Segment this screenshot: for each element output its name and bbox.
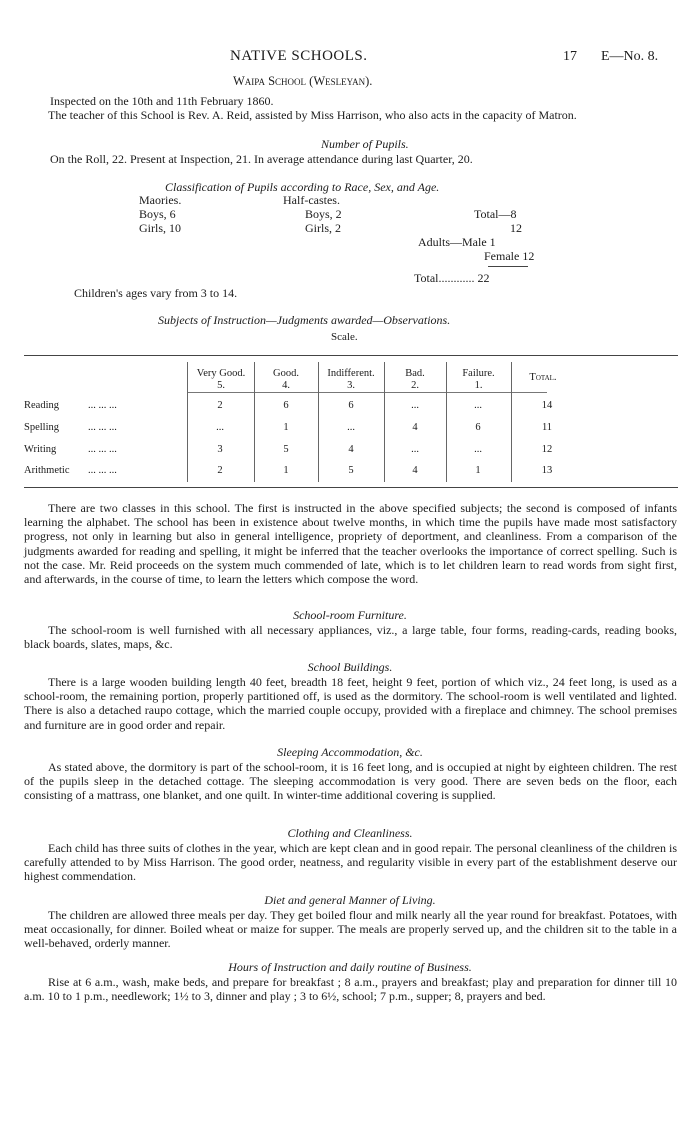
row-subject: Reading <box>24 400 59 411</box>
pupils-heading: Number of Pupils. <box>321 137 409 151</box>
col-header-bad: Bad. 2. <box>405 368 425 391</box>
maories-boys: Boys, 6 <box>139 207 176 221</box>
cell-value: 14 <box>541 400 553 411</box>
col-header-failure: Failure. 1. <box>462 368 495 391</box>
teacher-info: The teacher of this School is Rev. A. Reid, assisted by Miss Harrison, who also acts in the capacity of Matron. <box>48 108 577 122</box>
col-divider <box>318 362 319 482</box>
subjects-heading: Subjects of Instruction—Judgments awarded—Observations. <box>158 313 451 327</box>
ages-line: Children's ages vary from 3 to 14. <box>74 286 238 300</box>
observations-paragraph: There are two classes in this school. The first is instructed in the above specified subjects; the second is composed of infants learning the alphabet. The school has been in existence about twelve months, in which time the pupils have made most satisfactory progress, not only in learning but also in general intelligence, propriety of deportment, and cleanliness. From a comparison of the judgments awarded for reading and spelling, it might be inferred that the teacher overlooks the importance of correct spelling. Such is not the case. Mr. Reid proceeds on the system much commended of late, which is to let children learn to read words from sight first, and afterwards, in the course of time, to learn the letters which compose the word. <box>24 501 677 587</box>
section-text-buildings: There is a large wooden building length 40 feet, breadth 18 feet, height 9 feet, portion of which viz., 24 feet long, is used as a school-room, the remaining portion, properly partitioned off, is used as the dormitory. The school-room is well ventilated and lighted. There is also a detached raupo cottage, which the married couple occupy, provided with a fireplace and chimney. The school premises and furniture are in good order and repair. <box>24 675 677 732</box>
cell-value: 4 <box>412 465 418 476</box>
row-subject: Spelling <box>24 422 60 433</box>
col-header-indifferent: Indifferent. 3. <box>327 368 375 391</box>
classification-heading: Classification of Pupils according to Race, Sex, and Age. <box>165 180 440 194</box>
total-children: Total—8 <box>474 207 517 221</box>
cell-value: 4 <box>412 422 418 433</box>
school-name: Waipa School (Wesleyan). <box>233 74 373 88</box>
cell-value: 4 <box>348 444 354 455</box>
cell-value: 13 <box>541 465 553 476</box>
inspection-date: Inspected on the 10th and 11th February 1860. <box>50 94 274 108</box>
row-leader: ... ... ... <box>88 444 117 455</box>
section-text-hours: Rise at 6 a.m., wash, make beds, and prepare for breakfast ; 8 a.m., prayers and breakfast; play and preparation for dinner till 10 a.m. 10 to 1 p.m., needlework; 1½ to 3, dinner and play ; 3 to 6½, school; 7 p.m., supper; 8, prayers and bed. <box>24 975 677 1004</box>
section-heading-diet: Diet and general Manner of Living. <box>264 893 436 907</box>
cell-value: 6 <box>283 400 289 411</box>
grand-total: Total............ 22 <box>414 271 490 285</box>
section-heading-hours: Hours of Instruction and daily routine of Business. <box>228 960 472 974</box>
col-divider <box>187 362 188 482</box>
adults-male: Adults—Male 1 <box>418 235 496 249</box>
col-divider <box>511 362 512 482</box>
section-text-furniture: The school-room is well furnished with all necessary appliances, viz., a large table, four forms, reading-cards, reading books, black boards, slates, maps, &c. <box>24 623 677 652</box>
total-children-2: 12 <box>510 221 522 235</box>
cell-value: 2 <box>217 400 223 411</box>
table-bottom-rule <box>24 487 678 488</box>
report-reference: E—No. 8. <box>601 49 659 64</box>
halfcastes-label: Half-castes. <box>283 193 340 207</box>
cell-value: 5 <box>283 444 289 455</box>
row-leader: ... ... ... <box>88 400 117 411</box>
cell-value: 6 <box>348 400 354 411</box>
cell-value: 2 <box>217 465 223 476</box>
cell-value: ... <box>347 422 355 433</box>
cell-value: 11 <box>541 422 553 433</box>
section-text-diet: The children are allowed three meals per day. They get boiled flour and milk nearly all the year round for breakfast. Potatoes, with meat occasionally, for dinner. Boiled wheat or maize for supper. The meals are properly served up, and the children sit to the table in a well-behaved, orderly manner. <box>24 908 677 951</box>
table-header-rule <box>187 392 547 393</box>
row-subject: Arithmetic <box>24 465 70 476</box>
cell-value: ... <box>411 444 419 455</box>
col-divider <box>254 362 255 482</box>
section-text-sleeping: As stated above, the dormitory is part of the school-room, it is 16 feet long, and is occupied at night by eighteen children. The rest of the pupils sleep in the detached cottage. The sleeping accommodation is very good. There are seven beds on the floor, each consisting of a mattrass, one blanket, and one quilt. In winter-time additional covering is supplied. <box>24 760 677 803</box>
table-top-rule <box>24 355 678 356</box>
total-rule <box>488 266 528 267</box>
cell-value: ... <box>474 444 482 455</box>
cell-value: ... <box>216 422 224 433</box>
col-header-total: Total. <box>529 372 557 383</box>
pupils-line: On the Roll, 22. Present at Inspection, 21. In average attendance during last Quarter, 20. <box>50 152 473 166</box>
halfcastes-boys: Boys, 2 <box>305 207 342 221</box>
section-heading-furniture: School-room Furniture. <box>293 608 407 622</box>
page-number: 17 <box>563 49 577 64</box>
cell-value: ... <box>474 400 482 411</box>
col-divider <box>384 362 385 482</box>
cell-value: 1 <box>283 422 289 433</box>
cell-value: 3 <box>217 444 223 455</box>
section-heading-clothing: Clothing and Cleanliness. <box>287 826 413 840</box>
cell-value: 6 <box>475 422 481 433</box>
adults-female: Female 12 <box>484 249 535 263</box>
maories-label: Maories. <box>139 193 182 207</box>
col-header-good: Good. 4. <box>273 368 299 391</box>
section-text-clothing: Each child has three suits of clothes in the year, which are kept clean and in good repair. The personal cleanliness of the children is carefully attended to by Miss Harrison. The good order, neatness, and regularity visible in every part of the establishment deserve our highest commendation. <box>24 841 677 884</box>
col-divider <box>446 362 447 482</box>
cell-value: ... <box>411 400 419 411</box>
section-heading-sleeping: Sleeping Accommodation, &c. <box>277 745 423 759</box>
cell-value: 1 <box>283 465 289 476</box>
row-leader: ... ... ... <box>88 465 117 476</box>
section-heading-buildings: School Buildings. <box>307 660 393 674</box>
halfcastes-girls: Girls, 2 <box>305 221 341 235</box>
col-header-very-good: Very Good. 5. <box>196 368 246 391</box>
cell-value: 5 <box>348 465 354 476</box>
row-subject: Writing <box>24 444 57 455</box>
row-leader: ... ... ... <box>88 422 117 433</box>
cell-value: 1 <box>475 465 481 476</box>
cell-value: 12 <box>541 444 553 455</box>
scale-label: Scale. <box>331 331 358 343</box>
page-title: NATIVE SCHOOLS. <box>230 48 368 64</box>
maories-girls: Girls, 10 <box>139 221 181 235</box>
